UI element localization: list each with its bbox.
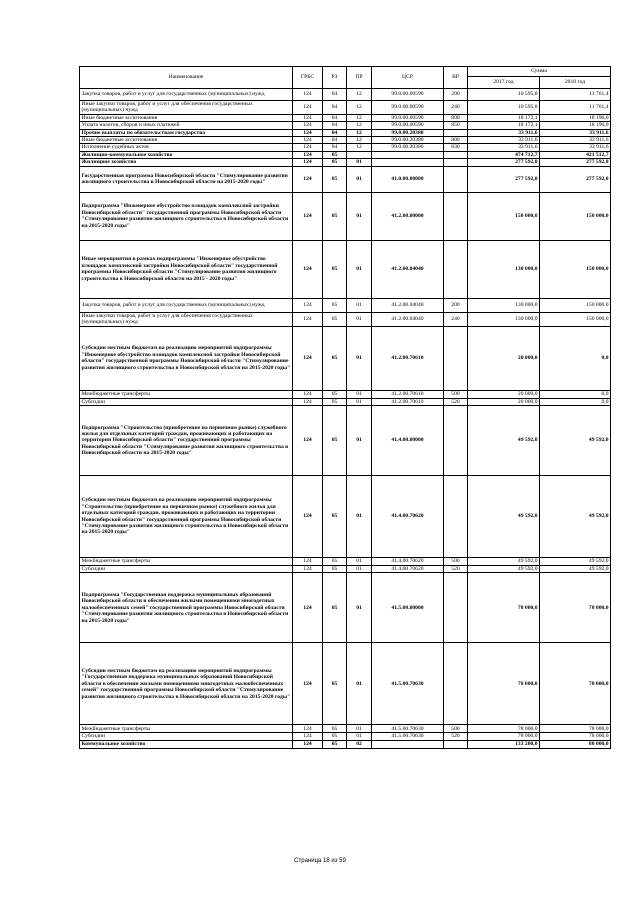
cell-vr: 200 (444, 298, 468, 312)
cell-rz: 05 (323, 643, 347, 725)
cell-pr: 02 (347, 740, 372, 748)
cell-name: Субсидии местным бюджетам на реализацию мероприятий подпрограммы "Государственная поддержка муниципальных образований Новосибирской области в обеспечении жилыми помещениями многодетных малообеспеченных семей" государственной программы Новосибирской области "Стимулирование развития жилищного строительства в Новосибирской области на 2015-2020 годы" (80, 643, 293, 725)
cell-sum-2018: 11 761,4 (540, 89, 611, 101)
cell-name: Коммунальное хозяйство (80, 740, 293, 748)
cell-csr: 41.4.00.00000 (372, 406, 444, 476)
cell-rz: 05 (323, 725, 347, 733)
cell-sum-2017: 78 000,0 (468, 725, 540, 733)
cell-csr: 41.2.00.04040 (372, 240, 444, 298)
cell-sum-2017: 18 172,1 (468, 122, 540, 129)
cell-name: Иные мероприятия в рамках подпрограммы "Инженерное обустройство площадок комплексной застройки Новосибирской области" государственной программы Новосибирской области "Стимулирование развития жилищного строительства в Новосибирской области на 2015 - 2020 годы" (80, 240, 293, 298)
cell-name: Субсидии (80, 566, 293, 573)
cell-pr: 12 (347, 114, 372, 121)
cell-vr: 830 (444, 144, 468, 151)
table-row (80, 298, 611, 312)
cell-sum-2018: 78 000,0 (540, 733, 611, 740)
cell-sum-2018: 0,0 (540, 390, 611, 398)
cell-sum-2017: 33 911,6 (468, 144, 540, 151)
cell-csr: 41.5.00.70630 (372, 725, 444, 733)
cell-sum-2017: 277 592,0 (468, 159, 540, 166)
cell-name: Субсидии местным бюджетам на реализацию мероприятий подпрограммы "Инженерное обустройство площадок комплексной застройки Новосибирской области" государственной программы Новосибирской области "Стимулирование развития жилищного строительства в Новосибирской области на 2015-2020 годы" (80, 326, 293, 390)
cell-csr: 41.2.00.04040 (372, 298, 444, 312)
header-pr: ПР (347, 67, 372, 89)
cell-grbs: 124 (293, 476, 323, 558)
cell-csr: 41.4.00.70620 (372, 476, 444, 558)
cell-grbs: 124 (293, 298, 323, 312)
table-row (80, 166, 611, 192)
header-2017: 2017 год (468, 77, 540, 89)
cell-rz: 04 (323, 144, 347, 151)
cell-rz: 05 (323, 573, 347, 643)
cell-vr: 200 (444, 89, 468, 101)
cell-vr: 500 (444, 725, 468, 733)
cell-grbs: 124 (293, 159, 323, 166)
cell-grbs: 124 (293, 406, 323, 476)
cell-rz: 05 (323, 166, 347, 192)
cell-csr (372, 740, 444, 748)
cell-name: Субсидии (80, 733, 293, 740)
cell-vr (444, 240, 468, 298)
cell-sum-2018: 0,0 (540, 326, 611, 390)
cell-name: Иные закупки товаров, работ и услуг для обеспечения государственных (муниципальных) нужд (80, 312, 293, 326)
cell-csr: 41.5.00.70630 (372, 643, 444, 725)
cell-vr (444, 326, 468, 390)
cell-sum-2017: 49 592,0 (468, 406, 540, 476)
cell-sum-2018: 150 000,0 (540, 192, 611, 240)
cell-grbs: 124 (293, 740, 323, 748)
header-2018: 2018 год (540, 77, 611, 89)
budget-table-body (80, 89, 611, 749)
cell-name: Иные закупки товаров, работ и услуг для обеспечения государственных (муниципальных) нужд (80, 101, 293, 115)
cell-name: Государственная программа Новосибирской области "Стимулирование развития жилищного строительства в Новосибирской области на 2015-2020 годы" (80, 166, 293, 192)
cell-vr (444, 573, 468, 643)
table-row (80, 151, 611, 158)
table-row (80, 558, 611, 566)
cell-sum-2017: 133 200,0 (468, 740, 540, 748)
header-vr: ВР (444, 67, 468, 89)
cell-vr: 850 (444, 122, 468, 129)
cell-sum-2018: 78 000,0 (540, 643, 611, 725)
cell-grbs: 124 (293, 558, 323, 566)
cell-sum-2017: 20 000,0 (468, 398, 540, 405)
cell-rz: 04 (323, 101, 347, 115)
cell-sum-2017: 277 592,0 (468, 166, 540, 192)
budget-sheet (79, 66, 610, 749)
cell-sum-2018: 49 592,0 (540, 566, 611, 573)
table-row (80, 159, 611, 166)
cell-vr (444, 476, 468, 558)
cell-vr: 520 (444, 398, 468, 405)
table-row (80, 398, 611, 405)
cell-sum-2018: 18 196,0 (540, 122, 611, 129)
cell-sum-2017: 49 592,0 (468, 566, 540, 573)
cell-pr: 12 (347, 89, 372, 101)
cell-pr: 01 (347, 725, 372, 733)
cell-sum-2017: 10 595,8 (468, 101, 540, 115)
cell-csr: 99.0.00.00590 (372, 101, 444, 115)
cell-name: Иные бюджетные ассигнования (80, 114, 293, 121)
cell-sum-2017: 33 911,6 (468, 137, 540, 144)
cell-rz: 05 (323, 240, 347, 298)
table-row (80, 122, 611, 129)
cell-grbs: 124 (293, 733, 323, 740)
cell-grbs: 124 (293, 390, 323, 398)
cell-rz: 05 (323, 406, 347, 476)
table-row (80, 89, 611, 101)
cell-csr (372, 151, 444, 158)
cell-name: Межбюджетные трансферты (80, 725, 293, 733)
cell-grbs: 124 (293, 240, 323, 298)
cell-name: Прочие выплаты по обязательствам государства (80, 129, 293, 136)
cell-sum-2017: 150 000,0 (468, 192, 540, 240)
cell-rz: 05 (323, 312, 347, 326)
page-footer: Страница 18 из 59 (294, 858, 346, 864)
cell-name: Жилищное хозяйство (80, 159, 293, 166)
cell-pr: 01 (347, 406, 372, 476)
cell-csr: 41.2.00.70610 (372, 398, 444, 405)
cell-grbs: 124 (293, 137, 323, 144)
cell-vr (444, 151, 468, 158)
cell-sum-2017: 130 000,0 (468, 240, 540, 298)
header-csr: ЦСР (372, 67, 444, 89)
cell-pr: 01 (347, 326, 372, 390)
cell-sum-2017: 78 000,0 (468, 643, 540, 725)
cell-rz: 05 (323, 398, 347, 405)
cell-sum-2018: 78 000,0 (540, 573, 611, 643)
cell-csr: 99.0.00.00590 (372, 89, 444, 101)
cell-grbs: 124 (293, 129, 323, 136)
cell-sum-2018: 150 000,0 (540, 240, 611, 298)
table-row (80, 192, 611, 240)
cell-grbs: 124 (293, 643, 323, 725)
cell-pr: 12 (347, 129, 372, 136)
table-row (80, 740, 611, 748)
cell-pr: 12 (347, 144, 372, 151)
table-row (80, 114, 611, 121)
table-row (80, 573, 611, 643)
cell-rz: 05 (323, 566, 347, 573)
cell-pr: 01 (347, 643, 372, 725)
cell-grbs: 124 (293, 122, 323, 129)
cell-vr (444, 406, 468, 476)
table-row (80, 725, 611, 733)
cell-pr: 01 (347, 298, 372, 312)
cell-name: Субсидии местным бюджетам на реализацию мероприятий подпрограммы "Строительство (приобретение на первичном рынке) служебного жилья для отдельных категорий граждан, проживающих и работающих на территории Новосибирской области" государственной программы Новосибирской области "Стимулирование развития жилищного строительства в Новосибирской области на 2015-2020 годы" (80, 476, 293, 558)
cell-rz: 04 (323, 129, 347, 136)
cell-pr: 01 (347, 733, 372, 740)
header-rz: РЗ (323, 67, 347, 89)
cell-vr (444, 159, 468, 166)
table-row (80, 312, 611, 326)
header-sum: Сумма (468, 67, 611, 77)
cell-grbs: 124 (293, 166, 323, 192)
cell-csr: 99.0.00.20380 (372, 144, 444, 151)
table-row (80, 240, 611, 298)
cell-grbs: 124 (293, 89, 323, 101)
cell-csr: 41.0.00.00000 (372, 166, 444, 192)
cell-grbs: 124 (293, 312, 323, 326)
cell-csr: 41.2.00.00000 (372, 192, 444, 240)
cell-vr: 500 (444, 390, 468, 398)
cell-sum-2018: 421 512,7 (540, 151, 611, 158)
cell-grbs: 124 (293, 326, 323, 390)
cell-rz: 05 (323, 326, 347, 390)
cell-sum-2018: 150 000,0 (540, 298, 611, 312)
cell-sum-2017: 10 595,8 (468, 89, 540, 101)
cell-name: Жилищно-коммунальное хозяйство (80, 151, 293, 158)
cell-sum-2018: 150 000,0 (540, 312, 611, 326)
cell-pr: 01 (347, 476, 372, 558)
cell-sum-2018: 277 592,0 (540, 166, 611, 192)
cell-pr: 12 (347, 122, 372, 129)
cell-csr (372, 159, 444, 166)
cell-rz: 05 (323, 192, 347, 240)
cell-csr: 99.0.00.00590 (372, 122, 444, 129)
cell-vr: 800 (444, 137, 468, 144)
cell-vr: 500 (444, 558, 468, 566)
cell-sum-2017: 49 592,0 (468, 476, 540, 558)
cell-rz: 04 (323, 122, 347, 129)
cell-grbs: 124 (293, 573, 323, 643)
cell-sum-2017: 20 000,0 (468, 326, 540, 390)
budget-table (79, 66, 611, 749)
cell-pr: 01 (347, 566, 372, 573)
cell-rz: 05 (323, 476, 347, 558)
cell-grbs: 124 (293, 566, 323, 573)
cell-name: Закупка товаров, работ и услуг для государственных (муниципальных) нужд (80, 89, 293, 101)
cell-grbs: 124 (293, 192, 323, 240)
cell-csr: 41.2.00.70610 (372, 326, 444, 390)
cell-pr: 01 (347, 558, 372, 566)
cell-rz: 04 (323, 89, 347, 101)
cell-sum-2018: 277 592,0 (540, 159, 611, 166)
header-row-1 (80, 67, 611, 77)
table-row (80, 326, 611, 390)
cell-vr: 240 (444, 312, 468, 326)
cell-sum-2018: 33 911,6 (540, 137, 611, 144)
cell-name: Иные бюджетные ассигнования (80, 137, 293, 144)
cell-pr: 01 (347, 390, 372, 398)
table-row (80, 101, 611, 115)
cell-vr (444, 643, 468, 725)
table-row (80, 144, 611, 151)
cell-grbs: 124 (293, 114, 323, 121)
cell-sum-2018: 49 592,0 (540, 558, 611, 566)
cell-sum-2018: 80 000,0 (540, 740, 611, 748)
table-row (80, 129, 611, 136)
cell-csr: 41.2.00.04040 (372, 312, 444, 326)
header-name: Наименование (80, 67, 293, 89)
cell-name: Подпрограмма "Строительство (приобретение на первичном рынке) служебного жилья для отдельных категорий граждан, проживающих и работающих на территории Новосибирской области" государственной программы Новосибирской области "Стимулирование развития жилищного строительства в Новосибирской области на 2015-2020 годы" (80, 406, 293, 476)
cell-pr: 01 (347, 312, 372, 326)
cell-csr: 41.4.00.70620 (372, 558, 444, 566)
cell-pr: 01 (347, 166, 372, 192)
cell-pr: 01 (347, 240, 372, 298)
cell-csr: 99.0.00.00590 (372, 114, 444, 121)
cell-rz: 05 (323, 740, 347, 748)
cell-csr: 41.5.00.70630 (372, 733, 444, 740)
cell-sum-2018: 33 911,6 (540, 129, 611, 136)
cell-rz: 05 (323, 558, 347, 566)
cell-rz: 05 (323, 159, 347, 166)
cell-sum-2017: 130 000,0 (468, 312, 540, 326)
cell-name: Подпрограмма "Государственная поддержка муниципальных образований Новосибирской области в обеспечении жилыми помещениями многодетных малообеспеченных семей" государственной программы Новосибирской области "Стимулирование развития жилищного строительства в Новосибирской области на 2015-2020 годы" (80, 573, 293, 643)
cell-rz: 04 (323, 114, 347, 121)
cell-sum-2018: 0,0 (540, 398, 611, 405)
cell-grbs: 124 (293, 101, 323, 115)
cell-vr: 800 (444, 114, 468, 121)
cell-name: Уплата налогов, сборов и иных платежей (80, 122, 293, 129)
cell-vr: 520 (444, 733, 468, 740)
cell-sum-2018: 33 911,6 (540, 144, 611, 151)
cell-csr: 41.2.00.70610 (372, 390, 444, 398)
cell-rz: 05 (323, 298, 347, 312)
cell-vr: 240 (444, 101, 468, 115)
cell-grbs: 124 (293, 398, 323, 405)
cell-sum-2017: 78 000,0 (468, 733, 540, 740)
cell-pr: 01 (347, 398, 372, 405)
cell-grbs: 124 (293, 151, 323, 158)
cell-grbs: 124 (293, 144, 323, 151)
cell-pr: 01 (347, 192, 372, 240)
table-row (80, 566, 611, 573)
cell-sum-2018: 49 592,0 (540, 406, 611, 476)
cell-rz: 04 (323, 137, 347, 144)
cell-sum-2017: 474 712,7 (468, 151, 540, 158)
table-row (80, 390, 611, 398)
table-row (80, 406, 611, 476)
cell-pr: 01 (347, 159, 372, 166)
cell-rz: 05 (323, 390, 347, 398)
cell-csr: 41.4.00.70620 (372, 566, 444, 573)
table-row (80, 476, 611, 558)
cell-name: Исполнение судебных актов (80, 144, 293, 151)
cell-name: Закупка товаров, работ и услуг для государственных (муниципальных) нужд (80, 298, 293, 312)
header-grbs: ГРБС (293, 67, 323, 89)
cell-name: Субсидии (80, 398, 293, 405)
cell-pr: 12 (347, 101, 372, 115)
cell-rz: 05 (323, 151, 347, 158)
cell-sum-2017: 130 000,0 (468, 298, 540, 312)
cell-vr: 520 (444, 566, 468, 573)
cell-vr (444, 740, 468, 748)
cell-pr: 01 (347, 573, 372, 643)
cell-grbs: 124 (293, 725, 323, 733)
cell-sum-2018: 78 000,0 (540, 725, 611, 733)
cell-csr: 99.0.00.20380 (372, 129, 444, 136)
cell-csr: 41.5.00.00000 (372, 573, 444, 643)
cell-sum-2018: 49 592,0 (540, 476, 611, 558)
cell-csr: 99.0.00.20380 (372, 137, 444, 144)
cell-pr (347, 151, 372, 158)
cell-rz: 05 (323, 733, 347, 740)
cell-name: Межбюджетные трансферты (80, 558, 293, 566)
cell-vr (444, 129, 468, 136)
cell-sum-2018: 18 196,0 (540, 114, 611, 121)
cell-pr: 12 (347, 137, 372, 144)
cell-sum-2017: 78 000,0 (468, 573, 540, 643)
cell-vr (444, 192, 468, 240)
table-row (80, 643, 611, 725)
cell-sum-2017: 49 592,0 (468, 558, 540, 566)
cell-name: Подпрограмма "Инженерное обустройство площадок комплексной застройки Новосибирской области" государственной программы Новосибирской области "Стимулирование развития жилищного строительства в Новосибирской области на 2015-2020 годы" (80, 192, 293, 240)
table-row (80, 137, 611, 144)
cell-sum-2017: 33 911,6 (468, 129, 540, 136)
cell-sum-2018: 11 761,4 (540, 101, 611, 115)
table-row (80, 733, 611, 740)
cell-sum-2017: 20 000,0 (468, 390, 540, 398)
cell-sum-2017: 18 172,1 (468, 114, 540, 121)
cell-vr (444, 166, 468, 192)
cell-name: Межбюджетные трансферты (80, 390, 293, 398)
